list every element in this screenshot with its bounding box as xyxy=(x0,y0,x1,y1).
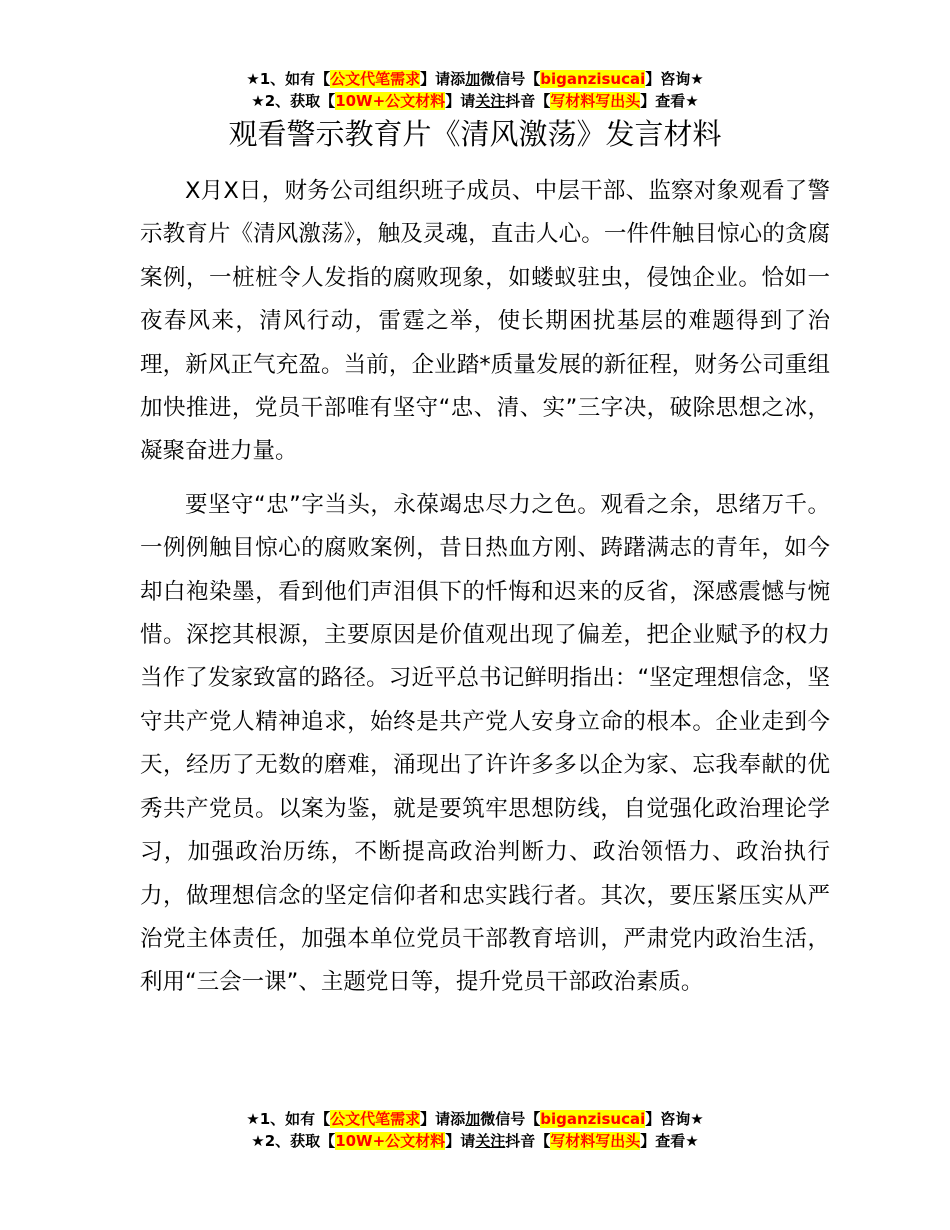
paragraph-1: X月X日，财务公司组织班子成员、中层干部、监察对象观看了警示教育片《清风激荡》，触及灵魂，直击人心。一件件触目惊心的贪腐案例，一桩桩令人发指的腐败现象，如蝼蚁驻虫，侵蚀企业。恰如一夜春风来，清风行动，雷霆之举，使长期困扰基层的难题得到了治理，新风正气充盈。当前，企业踏*质量发展的新征程，财务公司重组加快推进，党员干部唯有坚守“忠、清、实”三字决，破除思想之冰，凝聚奋进力量。 xyxy=(140,178,830,465)
highlight-douyin: 写材料写出头 xyxy=(550,92,641,110)
document-body xyxy=(140,170,830,1005)
highlight-service: 公文代笔需求 xyxy=(330,70,421,88)
highlight-wechat-id: biganzisucai xyxy=(540,70,646,88)
highlight-materials: 10W+公文材料 xyxy=(335,92,446,110)
highlight-douyin: 写材料写出头 xyxy=(550,1132,641,1150)
footer-banner xyxy=(0,1108,950,1152)
paragraph-2: 要坚守“忠”字当头，永葆竭忠尽力之色。观看之余，思绪万千。一例例触目惊心的腐败案例，昔日热血方刚、踌躇满志的青年，如今却白袍染墨，看到他们声泪俱下的忏悔和迟来的反省，深感震憾与惋惜。深挖其根源，主要原因是价值观出现了偏差，把企业赋予的权力当作了发家致富的路径。习近平总书记鲜明指出：“坚定理想信念，坚守共产党人精神追求，始终是共产党人安身立命的根本。企业走到今天，经历了无数的磨难，涌现出了许许多多以企为家、忘我奉献的优秀共产党员。以案为鉴，就是要筑牢思想防线，自觉强化政治理论学习，加强政治历练，不断提高政治判断力、政治领悟力、政治执行力，做理想信念的坚定信仰者和忠实践行者。其次，要压紧压实从严治党主体责任，加强本单位党员干部教育培训，严肃党内政治生活，利用“三会一课”、主题党日等，提升党员干部政治素质。 xyxy=(140,491,830,996)
highlight-wechat-id: biganzisucai xyxy=(540,1110,646,1128)
banner-line-1: ★1、如有【公文代笔需求】请添加微信号【biganzisucai】咨询★ xyxy=(246,70,704,88)
header-banner xyxy=(0,68,950,112)
banner-line-2: ★2、获取【10W+公文材料】请关注抖音【写材料写出头】查看★ xyxy=(251,92,699,110)
document-title: 观看警示教育片《清风激荡》发言材料 xyxy=(228,117,722,151)
banner-line-1: ★1、如有【公文代笔需求】请添加微信号【biganzisucai】咨询★ xyxy=(246,1110,704,1128)
banner-line-2: ★2、获取【10W+公文材料】请关注抖音【写材料写出头】查看★ xyxy=(251,1132,699,1150)
highlight-materials: 10W+公文材料 xyxy=(335,1132,446,1150)
highlight-service: 公文代笔需求 xyxy=(330,1110,421,1128)
